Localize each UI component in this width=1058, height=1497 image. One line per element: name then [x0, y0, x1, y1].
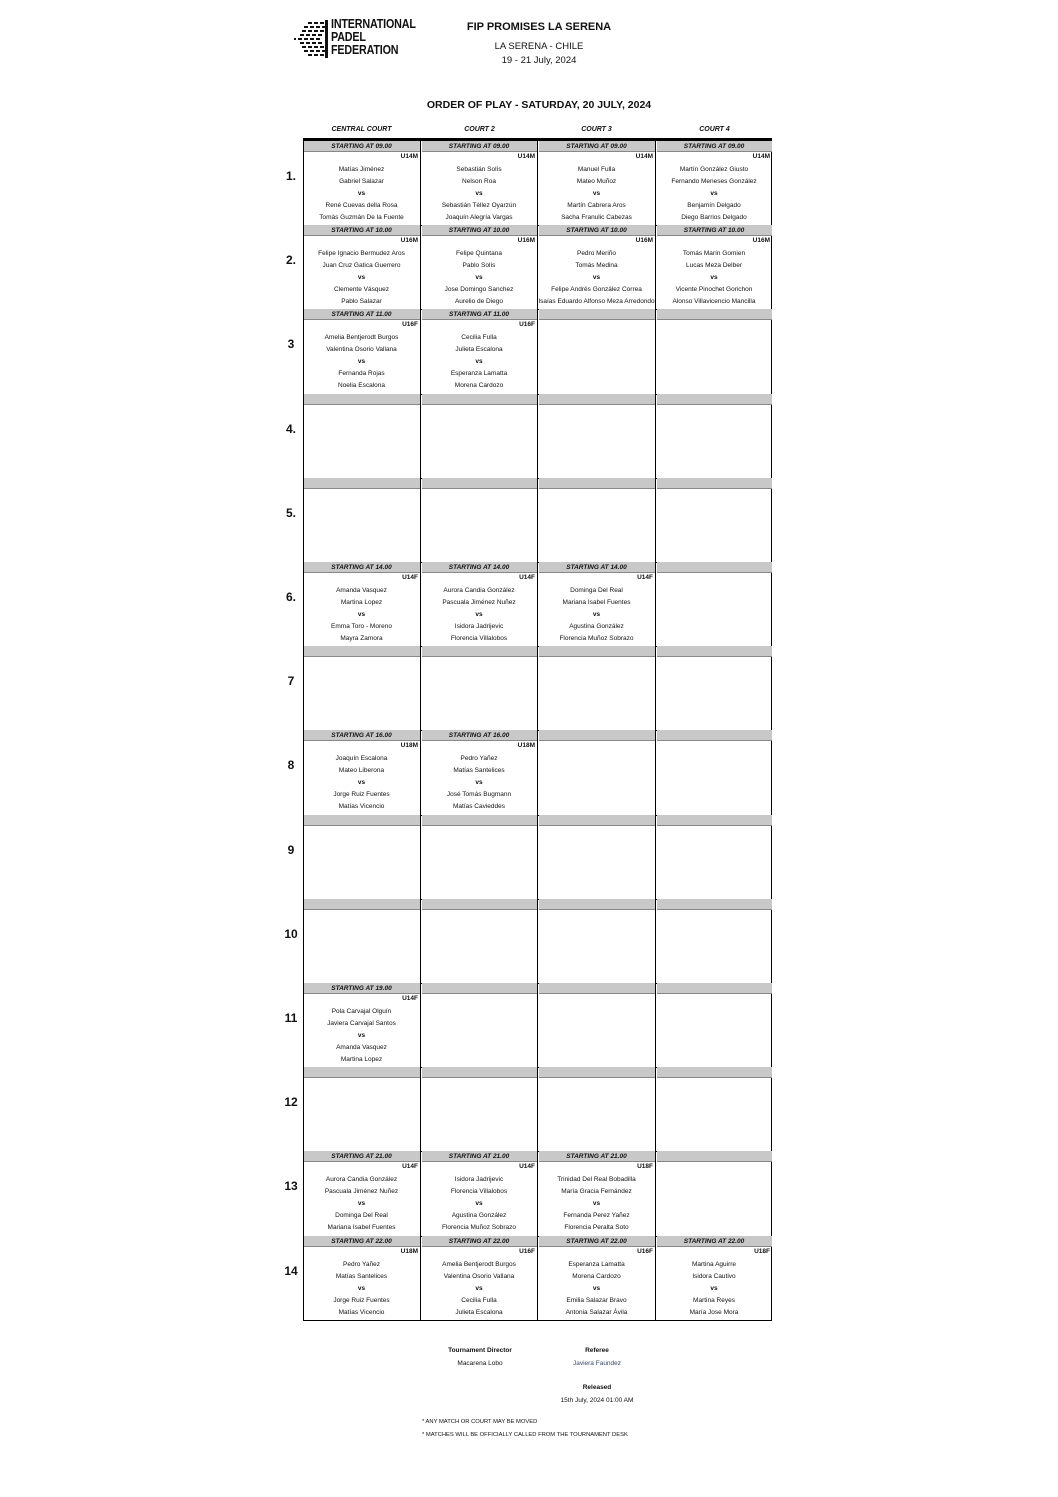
start-time-bar	[422, 899, 537, 910]
player-name: Fernanda Rojas	[338, 370, 385, 377]
start-time-label: STARTING AT 21.00	[331, 1153, 392, 1160]
player-name: Benjamín Delgado	[687, 202, 741, 209]
court-header-3: COURT 3	[581, 126, 612, 133]
versus-label: vs	[592, 1285, 601, 1292]
start-time-bar	[657, 646, 772, 657]
player-name: Isidora Jadrijevic	[454, 1176, 504, 1183]
player-name: Dominga Del Real	[335, 1212, 388, 1219]
category-label: U14M	[635, 153, 653, 160]
player-name: Matías Vicencio	[338, 803, 385, 810]
versus-label: vs	[357, 1032, 366, 1039]
category-label: U14F	[402, 995, 418, 1002]
start-time-bar	[422, 394, 537, 405]
start-time-bar	[304, 899, 420, 910]
player-name: Sebastián Solís	[456, 166, 502, 173]
category-label: U16F	[519, 321, 535, 328]
player-name: Amelia Bentjerodt Burgos	[442, 1261, 516, 1268]
category-label: U14F	[637, 574, 653, 581]
player-name: Tomás Marín Gomien	[682, 250, 746, 257]
player-name: Jose Domingo Sanchez	[444, 286, 514, 293]
player-name: Tomás Guzmán De la Fuente	[319, 214, 404, 221]
player-name: Aurora Candia González	[443, 587, 515, 594]
start-time-bar	[539, 309, 655, 320]
start-time-bar	[657, 1067, 772, 1078]
category-label: U16M	[635, 237, 653, 244]
start-time-label: STARTING AT 10.00	[448, 227, 510, 234]
referee-label: Referee	[585, 1347, 609, 1354]
tournament-location: LA SERENA - CHILE	[494, 41, 584, 52]
start-time-bar	[539, 394, 655, 405]
footnote-1: * ANY MATCH OR COURT MAY BE MOVED	[422, 1419, 538, 1425]
versus-label: vs	[710, 190, 718, 197]
start-time-bar	[304, 478, 420, 489]
player-name: Dominga Del Real	[570, 587, 623, 594]
versus-label: vs	[592, 1200, 601, 1207]
player-name: Matías Vicencio	[338, 1309, 385, 1316]
player-name: Agustina González	[451, 1212, 507, 1219]
versus-label: vs	[357, 611, 366, 618]
player-name: Morena Cardozo	[572, 1273, 621, 1280]
logo-wordmark	[331, 18, 416, 58]
player-name: Esperanza Lamatta	[568, 1261, 625, 1268]
start-time-bar	[539, 815, 655, 826]
start-time-bar	[657, 1151, 772, 1162]
versus-label: vs	[475, 190, 483, 197]
category-label: U18F	[754, 1248, 770, 1255]
tournament-title: FIP PROMISES LA SERENA	[466, 21, 612, 33]
player-name: Mateo Muñoz	[576, 178, 617, 185]
start-time-bar	[304, 815, 420, 826]
player-name: Mariana Isabel Fuentes	[562, 599, 631, 606]
start-time-bar	[422, 983, 537, 994]
player-name: Mayra Zamora	[340, 635, 383, 642]
start-time-bar	[539, 646, 655, 657]
category-label: U18F	[637, 1163, 653, 1170]
player-name: Gabriel Salazar	[339, 178, 384, 185]
category-label: U18M	[517, 742, 535, 749]
player-name: Martina Lopez	[340, 599, 383, 606]
player-name: Florencia Muñoz Sobrazo	[441, 1224, 517, 1231]
player-name: Jorge Ruiz Fuentes	[333, 791, 390, 798]
player-name: Tomás Medina	[575, 262, 618, 269]
player-name: Felipe Quintana	[456, 250, 502, 257]
start-time-bar	[539, 899, 655, 910]
player-name: Isidora Cautivo	[692, 1273, 736, 1280]
player-name: Felipe Andrés González Correa	[551, 286, 642, 293]
row-number: 7	[287, 674, 295, 688]
row-number: 14	[284, 1264, 298, 1278]
row-number: 8	[287, 758, 295, 772]
player-name: Martina Lopez	[340, 1056, 383, 1063]
category-label: U16M	[517, 237, 535, 244]
versus-label: vs	[710, 274, 718, 281]
player-name: Julieta Escalona	[455, 1309, 503, 1316]
director-name: Macarena Lobo	[457, 1360, 503, 1367]
start-time-bar	[539, 1067, 655, 1078]
row-number: 9	[287, 843, 295, 857]
player-name: Trinidad Del Real Bobadilla	[557, 1176, 636, 1183]
start-time-label: STARTING AT 11.00	[449, 311, 509, 318]
player-name: Alonso Villavicencio Mancilla	[672, 298, 756, 305]
player-name: Noelia Escalona	[338, 382, 385, 389]
start-time-label: STARTING AT 09.00	[448, 143, 510, 150]
start-time-bar	[657, 983, 772, 994]
start-time-label: STARTING AT 10.00	[566, 227, 627, 234]
start-time-label: STARTING AT 22.00	[683, 1238, 745, 1245]
row-number: 13	[284, 1179, 298, 1193]
start-time-bar	[304, 1067, 420, 1078]
start-time-label: STARTING AT 16.00	[331, 732, 392, 739]
player-name: Fernanda Perez Yañez	[563, 1212, 630, 1219]
start-time-bar	[657, 815, 772, 826]
column-divider	[655, 141, 656, 1321]
player-name: Martín González Giusto	[679, 166, 749, 173]
player-name: Pascuala Jiménez Nuñez	[324, 1188, 399, 1195]
versus-label: vs	[357, 1285, 366, 1292]
versus-label: vs	[357, 1200, 366, 1207]
category-label: U16M	[400, 237, 418, 244]
tournament-dates: 19 - 21 July, 2024	[501, 55, 577, 66]
player-name: Matías Santelices	[335, 1273, 388, 1280]
player-name: Aurora Candia González	[325, 1176, 398, 1183]
player-name: Mariana Isabel Fuentes	[327, 1224, 396, 1231]
category-label: U14F	[519, 574, 535, 581]
player-name: Florencia Villalobos	[450, 1188, 508, 1195]
row-number: 6.	[285, 590, 296, 604]
start-time-label: STARTING AT 09.00	[683, 143, 745, 150]
start-time-bar	[422, 478, 537, 489]
start-time-label: STARTING AT 16.00	[448, 732, 510, 739]
player-name: Joaquín Alegría Vargas	[445, 214, 513, 221]
order-of-play-title: ORDER OF PLAY - SATURDAY, 20 JULY, 2024	[426, 99, 652, 111]
padel-ball-logo-icon	[294, 18, 328, 60]
player-name: Cecilia Fulla	[461, 1297, 497, 1304]
versus-label: vs	[357, 358, 366, 365]
start-time-bar	[657, 478, 772, 489]
versus-label: vs	[475, 274, 483, 281]
start-time-label: STARTING AT 22.00	[448, 1238, 510, 1245]
player-name: Morena Cardozo	[454, 382, 504, 389]
start-time-bar	[657, 394, 772, 405]
row-number: 10	[284, 927, 298, 941]
player-name: Lucas Meza Delber	[686, 262, 742, 269]
footnote-2: * MATCHES WILL BE OFFICIALLY CALLED FROM THE TOURNAMENT DESK	[422, 1432, 628, 1438]
player-name: Esperanza Lamatta	[450, 370, 508, 377]
player-name: Amanda Vasquez	[336, 587, 387, 594]
row-number: 11	[284, 1011, 298, 1025]
start-time-bar	[539, 478, 655, 489]
start-time-label: STARTING AT 14.00	[448, 564, 510, 571]
player-name: Vicente Pinochet Gorichon	[675, 286, 753, 293]
player-name: Jorge Ruiz Fuentes	[333, 1297, 390, 1304]
start-time-label: STARTING AT 10.00	[331, 227, 392, 234]
start-time-label: STARTING AT 22.00	[331, 1238, 392, 1245]
player-name: Cecilia Fulla	[461, 334, 497, 341]
row-number: 1.	[285, 169, 296, 183]
category-label: U14M	[752, 153, 770, 160]
released-value: 15th July, 2024 01:00 AM	[560, 1397, 634, 1404]
versus-label: vs	[475, 611, 483, 618]
start-time-bar	[657, 309, 772, 320]
row-number: 5.	[285, 506, 296, 520]
versus-label: vs	[592, 274, 601, 281]
player-name: Juan Cruz Gatica Guerrero	[322, 262, 401, 269]
player-name: Martina Aguirre	[691, 1261, 737, 1268]
player-name: José Tomás Bugmann	[446, 791, 512, 798]
player-name: Aurelio de Diego	[454, 298, 504, 305]
player-name: Pascuala Jiménez Nuñez	[442, 599, 516, 606]
versus-label: vs	[357, 274, 366, 281]
court-header-central: CENTRAL COURT	[331, 126, 392, 133]
category-label: U14F	[402, 1163, 418, 1170]
start-time-bar	[422, 1067, 537, 1078]
versus-label: vs	[592, 190, 601, 197]
player-name: Mateo Liberona	[338, 767, 385, 774]
referee-name: Javiera Faundez	[572, 1360, 622, 1367]
logo-line-3: FEDERATION	[331, 43, 399, 58]
court-header-4: COURT 4	[699, 126, 730, 133]
versus-label: vs	[592, 611, 601, 618]
category-label: U16F	[402, 321, 418, 328]
player-name: Matías Jiménez	[338, 166, 385, 173]
start-time-label: STARTING AT 19.00	[331, 985, 392, 992]
player-name: Clemente Vásquez	[334, 286, 389, 293]
court-header-2: COURT 2	[464, 126, 495, 133]
director-label: Tournament Director	[448, 1347, 512, 1354]
start-time-bar	[657, 562, 772, 573]
player-name: Amelia Bentjerodt Burgos	[324, 334, 399, 341]
start-time-label: STARTING AT 14.00	[331, 564, 392, 571]
player-name: Pedro Meriño	[576, 250, 617, 257]
start-time-label: STARTING AT 14.00	[566, 564, 627, 571]
player-name: Nelson Roa	[462, 178, 496, 185]
category-label: U16F	[519, 1248, 535, 1255]
player-name: Sebastián Téllez Oyarzún	[441, 202, 517, 209]
player-name: María Jose Mora	[689, 1309, 739, 1316]
category-label: U18M	[400, 742, 418, 749]
versus-label: vs	[475, 1200, 483, 1207]
versus-label: vs	[475, 779, 483, 786]
category-label: U16F	[637, 1248, 653, 1255]
start-time-label: STARTING AT 09.00	[331, 143, 392, 150]
player-name: Emma Toro - Moreno	[331, 623, 392, 630]
start-time-label: STARTING AT 09.00	[566, 143, 627, 150]
category-label: U16M	[752, 237, 770, 244]
player-name: María Gracia Fernández	[561, 1188, 632, 1195]
player-name: Javiera Carvajal Santos	[327, 1020, 396, 1027]
player-name: Valentina Osorio Vallana	[443, 1273, 515, 1280]
player-name: Pablo Salazar	[341, 298, 382, 305]
versus-label: vs	[357, 190, 366, 197]
player-name: Isidora Jadrijevic	[454, 623, 504, 630]
player-name: Antonia Salazar Ávila	[565, 1309, 628, 1316]
start-time-bar	[304, 394, 420, 405]
player-name: Matías Santelices	[453, 767, 505, 774]
start-time-label: STARTING AT 22.00	[566, 1238, 627, 1245]
category-label: U14M	[517, 153, 535, 160]
category-label: U14F	[402, 574, 418, 581]
start-time-bar	[422, 646, 537, 657]
versus-label: vs	[710, 1285, 718, 1292]
player-name: Pedro Yañez	[343, 1261, 380, 1268]
player-name: Felipe Ignacio Bermudez Aros	[318, 250, 405, 257]
start-time-bar	[422, 815, 537, 826]
player-name: Manuel Fulla	[577, 166, 616, 173]
player-name: Pedro Yañez	[460, 755, 498, 762]
start-time-bar	[539, 983, 655, 994]
row-number: 12	[284, 1095, 298, 1109]
logo-line-1: INTERNATIONAL	[331, 17, 416, 31]
start-time-label: STARTING AT 21.00	[448, 1153, 510, 1160]
player-name: Matías Cavieddes	[452, 803, 506, 810]
player-name: Sacha Franulic Cabezas	[561, 214, 632, 221]
player-name: Martina Reyes	[693, 1297, 735, 1304]
column-divider	[537, 141, 538, 1321]
player-name: Florencia Muñoz Sobrazo	[559, 635, 634, 642]
row-number: 2.	[285, 253, 296, 267]
released-label: Released	[582, 1384, 612, 1391]
player-name: Amanda Vasquez	[336, 1044, 387, 1051]
start-time-bar	[657, 899, 772, 910]
player-name: Diego Barrios Delgado	[681, 214, 747, 221]
row-number: 4.	[285, 422, 296, 436]
player-name: Joaquín Escalona	[335, 755, 388, 762]
start-time-label: STARTING AT 11.00	[331, 311, 392, 318]
player-name: Julieta Escalona	[455, 346, 503, 353]
player-name: Agustina González	[569, 623, 624, 630]
player-name: Fernando Meneses González	[671, 178, 757, 185]
player-name: Florencia Villalobos	[450, 635, 508, 642]
fip-logo	[294, 17, 416, 60]
player-name: Emilia Salazar Bravo	[566, 1297, 627, 1304]
start-time-bar	[657, 730, 772, 741]
player-name: Valentina Osorio Vallana	[326, 346, 397, 353]
category-label: U14F	[519, 1163, 535, 1170]
player-name: Isaías Eduardo Alfonso Meza Arredondo	[538, 298, 655, 305]
player-name: René Cuevas della Rosa	[325, 202, 398, 209]
start-time-bar	[304, 646, 420, 657]
player-name: Martín Cabrera Aros	[567, 202, 626, 209]
start-time-label: STARTING AT 10.00	[683, 227, 745, 234]
player-name: Pola Carvajal Olguín	[331, 1008, 392, 1015]
versus-label: vs	[357, 779, 366, 786]
row-number: 3	[287, 337, 295, 351]
versus-label: vs	[475, 1285, 483, 1292]
logo-line-2: PADEL	[331, 30, 366, 45]
category-label: U18M	[400, 1248, 418, 1255]
category-label: U14M	[400, 153, 418, 160]
start-time-bar	[539, 730, 655, 741]
player-name: Florencia Peralta Soto	[564, 1224, 629, 1231]
versus-label: vs	[475, 358, 483, 365]
player-name: Pablo Solís	[462, 262, 496, 269]
start-time-label: STARTING AT 21.00	[566, 1153, 627, 1160]
